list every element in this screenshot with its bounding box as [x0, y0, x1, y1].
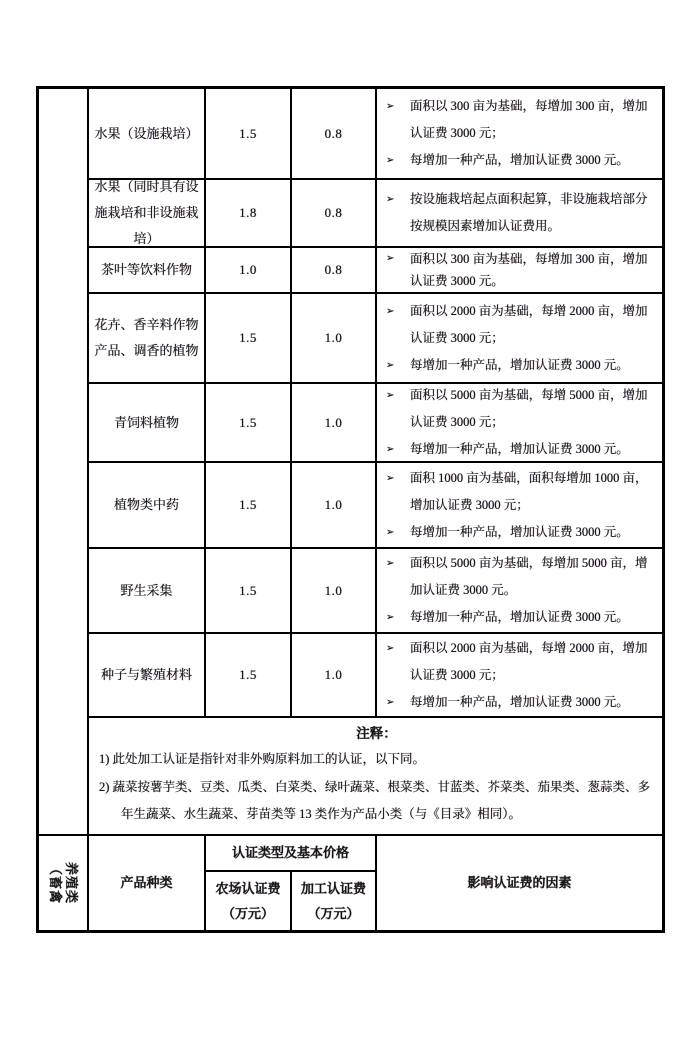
factors-cell — [376, 462, 663, 548]
factor-item — [377, 436, 659, 463]
product-cell: 花卉、香辛料作物产品、调香的植物 — [88, 293, 205, 383]
arrow-bullet-icon: ➢ — [386, 155, 395, 166]
arrow-bullet-icon: ➢ — [386, 194, 395, 205]
note-item: 2) 蔬菜按薯芋类、豆类、瓜类、白菜类、绿叶蔬菜、根菜类、甘蓝类、芥菜类、茄果类、葱蒜类、多年生蔬菜、水生蔬菜、芽苗类等 13 类作为产品小类（与《目录》相同）。 — [99, 779, 651, 821]
farm-fee-cell: 1.5 — [205, 633, 291, 717]
farm-fee-cell: 1.8 — [205, 179, 291, 247]
factor-item — [377, 689, 659, 716]
factor-item — [377, 298, 659, 352]
certification-fee-table — [36, 86, 665, 933]
category-spacer-cell — [38, 88, 88, 835]
factor-item — [377, 93, 659, 147]
factor-item — [377, 248, 659, 292]
header-farm-fee-unit: （万元） — [221, 906, 274, 921]
factor-item — [377, 550, 659, 604]
arrow-bullet-icon: ➢ — [386, 305, 395, 317]
farm-fee-cell: 1.5 — [205, 88, 291, 179]
factors-cell — [376, 247, 663, 293]
product-cell: 野生采集 — [88, 548, 205, 633]
factor-text: 面积以 300 亩为基础，每增加 300 亩，增加认证费 3000 元； — [410, 99, 648, 140]
processing-fee-cell: 0.8 — [291, 88, 376, 179]
product-cell: 种子与繁殖材料 — [88, 633, 205, 717]
farm-fee-cell: 1.5 — [205, 293, 291, 383]
rotated-category-label: 养殖类（畜禽 — [48, 861, 79, 904]
notes-cell — [88, 717, 663, 835]
factor-item — [377, 465, 659, 519]
arrow-bullet-icon: ➢ — [386, 444, 395, 455]
header-processing-fee-cell — [291, 871, 376, 931]
arrow-bullet-icon: ➢ — [386, 612, 395, 623]
factor-item — [377, 635, 659, 689]
processing-fee-cell: 0.8 — [291, 247, 376, 293]
factor-item — [377, 147, 659, 174]
factors-cell — [376, 383, 663, 462]
processing-fee-cell: 1.0 — [291, 293, 376, 383]
factor-text: 面积 1000 亩为基础，面积每增加 1000 亩，增加认证费 3000 元； — [410, 470, 648, 512]
arrow-bullet-icon: ➢ — [386, 101, 395, 112]
factor-text: 每增加一种产品，增加认证费 3000 元。 — [410, 153, 629, 167]
factor-item — [377, 604, 659, 631]
factor-item — [377, 519, 659, 546]
farm-fee-cell: 1.5 — [205, 383, 291, 462]
arrow-bullet-icon: ➢ — [386, 390, 395, 401]
factor-text: 每增加一种产品，增加认证费 3000 元。 — [410, 694, 629, 709]
processing-fee-cell: 1.0 — [291, 633, 376, 717]
processing-fee-cell: 1.0 — [291, 383, 376, 462]
arrow-bullet-icon: ➢ — [386, 696, 395, 708]
processing-fee-cell: 1.0 — [291, 548, 376, 633]
header-factors-cell: 影响认证费的因素 — [376, 835, 663, 931]
factor-text: 每增加一种产品，增加认证费 3000 元。 — [410, 610, 629, 624]
factor-item — [377, 382, 659, 436]
product-cell: 植物类中药 — [88, 462, 205, 548]
factors-cell — [376, 88, 663, 179]
factors-cell — [376, 633, 663, 717]
header-product-type-cell: 产品种类 — [88, 835, 205, 931]
product-cell: 水果（设施栽培） — [88, 88, 205, 179]
product-cell: 水果（同时具有设施栽培和非设施栽培） — [88, 179, 205, 247]
factor-text: 面积以 5000 亩为基础，每增加 5000 亩，增加认证费 3000 元。 — [410, 556, 648, 597]
factors-cell — [376, 293, 663, 383]
header-cert-group-cell: 认证类型及基本价格 — [205, 835, 376, 871]
arrow-bullet-icon: ➢ — [386, 253, 395, 264]
factor-text: 每增加一种产品，增加认证费 3000 元。 — [410, 442, 629, 456]
note-item: 1) 此处加工认证是指针对非外购原料加工的认证，以下同。 — [99, 752, 426, 766]
factor-text: 面积以 5000 亩为基础，每增 5000 亩，增加认证费 3000 元； — [410, 388, 648, 429]
arrow-bullet-icon: ➢ — [386, 359, 395, 371]
product-cell: 青饲料植物 — [88, 383, 205, 462]
arrow-bullet-icon: ➢ — [386, 642, 395, 654]
header-processing-fee-unit: （万元） — [307, 906, 360, 921]
factor-text: 按设施栽培起点面积起算，非设施栽培部分按规模因素增加认证费用。 — [410, 192, 648, 233]
factor-text: 每增加一种产品，增加认证费 3000 元。 — [410, 524, 629, 539]
arrow-bullet-icon: ➢ — [386, 526, 395, 538]
factor-item — [377, 352, 659, 379]
factor-text: 面积以 2000 亩为基础，每增 2000 亩，增加认证费 3000 元； — [410, 303, 648, 345]
header-processing-fee-label: 加工认证费 — [300, 881, 366, 896]
factors-cell — [376, 548, 663, 633]
header-farm-fee-label: 农场认证费 — [215, 881, 281, 896]
factor-text: 每增加一种产品，增加认证费 3000 元。 — [410, 357, 629, 372]
processing-fee-cell: 0.8 — [291, 179, 376, 247]
factors-cell — [376, 179, 663, 247]
arrow-bullet-icon: ➢ — [386, 558, 395, 569]
factor-text: 面积以 300 亩为基础，每增加 300 亩，增加认证费 3000 元。 — [410, 252, 648, 288]
arrow-bullet-icon: ➢ — [386, 472, 395, 484]
processing-fee-cell: 1.0 — [291, 462, 376, 548]
factor-item — [377, 186, 659, 240]
farm-fee-cell: 1.0 — [205, 247, 291, 293]
factor-text: 面积以 2000 亩为基础，每增 2000 亩，增加认证费 3000 元； — [410, 640, 648, 682]
farm-fee-cell: 1.5 — [205, 462, 291, 548]
header-farm-fee-cell — [205, 871, 291, 931]
farm-fee-cell: 1.5 — [205, 548, 291, 633]
notes-title: 注释： — [356, 726, 397, 741]
livestock-category-cell — [38, 835, 88, 931]
product-cell: 茶叶等饮料作物 — [88, 247, 205, 293]
